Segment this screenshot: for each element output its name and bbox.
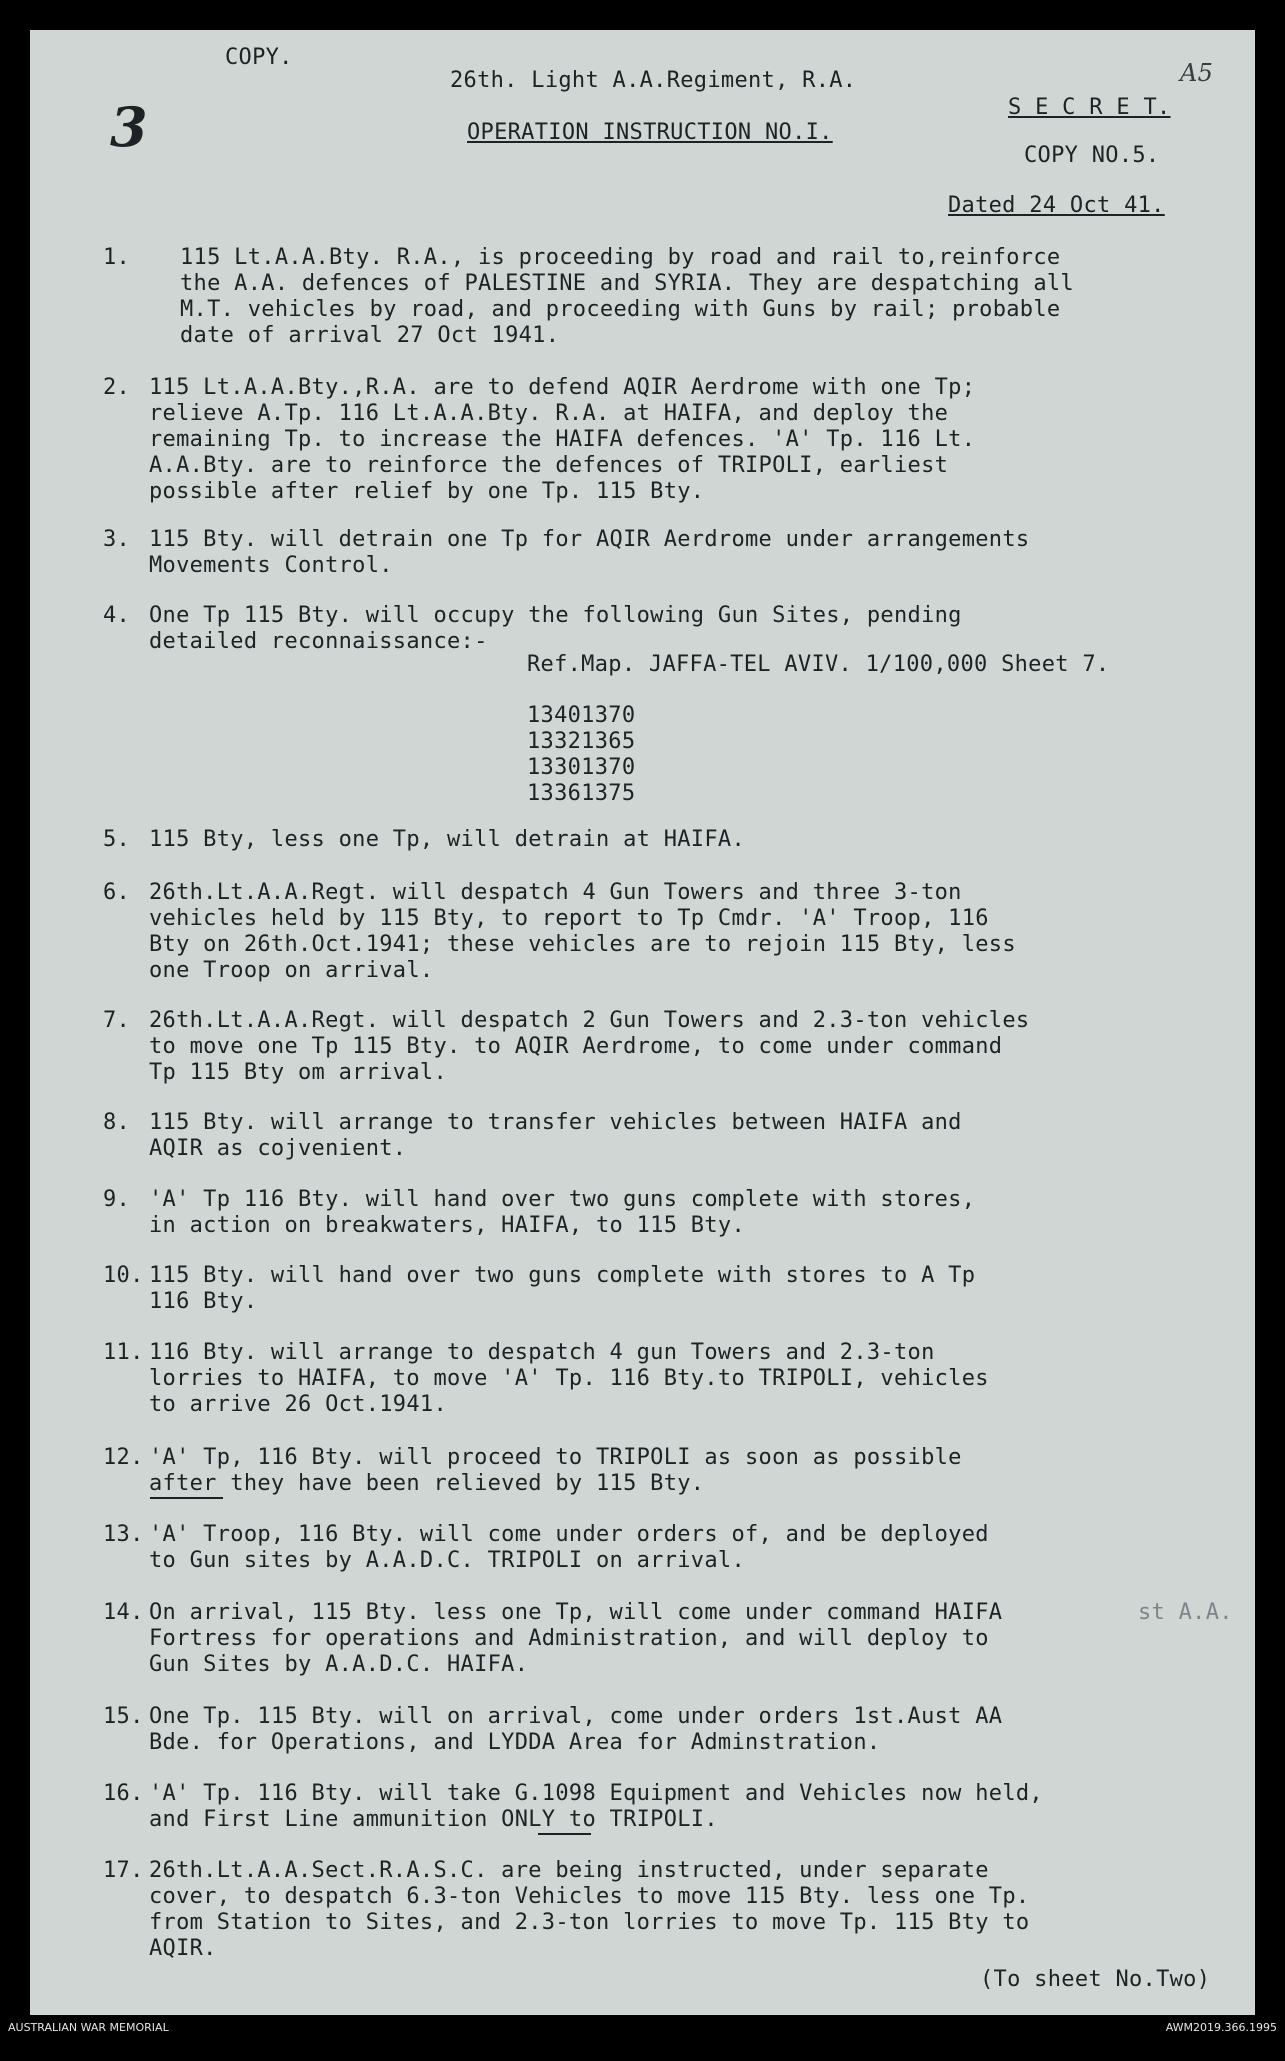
paragraph-line: A.A.Bty. are to reinforce the defences of TRIPOLI, earliest [149, 453, 949, 478]
paragraph-number: 15. [103, 1704, 144, 1729]
paragraph-line: 26th.Lt.A.A.Regt. will despatch 2 Gun Towers and 2.3-ton vehicles [149, 1008, 1030, 1033]
copy-label: COPY. [225, 45, 293, 70]
paragraph-line: 115 Bty. will arrange to transfer vehicles between HAIFA and [149, 1110, 962, 1135]
gun-sites-list [527, 703, 635, 807]
archive-footer [0, 2015, 1285, 2061]
paragraph-line: from Station to Sites, and 2.3-ton lorries to move Tp. 115 Bty to [149, 1910, 1030, 1935]
paragraph-line: the A.A. defences of PALESTINE and SYRIA. They are despatching all [180, 271, 1074, 296]
paragraph-line: Bty on 26th.Oct.1941; these vehicles are to rejoin 115 Bty, less [149, 932, 1016, 957]
paragraph-line: 115 Bty, less one Tp, will detrain at HAIFA. [149, 827, 745, 852]
paragraph-number: 9. [103, 1187, 131, 1212]
paragraph-line: remaining Tp. to increase the HAIFA defences. 'A' Tp. 116 Lt. [149, 427, 976, 452]
paragraph-line: one Troop on arrival. [149, 958, 434, 983]
paragraph-line: possible after relief by one Tp. 115 Bty. [149, 479, 705, 504]
gun-site-grid-ref: 13301370 [527, 755, 636, 780]
paragraph-line: date of arrival 27 Oct 1941. [180, 323, 560, 348]
paragraph-number: 5. [103, 827, 131, 852]
paragraph-number: 17. [103, 1858, 144, 1883]
instruction-title: OPERATION INSTRUCTION NO.I. [467, 120, 833, 145]
paragraph-number: 16. [103, 1781, 144, 1806]
paragraph-number: 10. [103, 1263, 144, 1288]
map-reference: Ref.Map. JAFFA-TEL AVIV. 1/100,000 Sheet 7. [527, 652, 1110, 677]
paragraph-line: 'A' Tp. 116 Bty. will take G.1098 Equipment and Vehicles now held, [149, 1781, 1043, 1806]
paragraph-number: 2. [103, 375, 131, 400]
paragraph-line: Bde. for Operations, and LYDDA Area for Adminstration. [149, 1730, 881, 1755]
paragraph-line: On arrival, 115 Bty. less one Tp, will come under command HAIFA [149, 1600, 1003, 1625]
continuation-note: (To sheet No.Two) [980, 1967, 1211, 1992]
paragraph-line: to arrive 26 Oct.1941. [149, 1392, 447, 1417]
paragraph-line: Gun Sites by A.A.D.C. HAIFA. [149, 1652, 529, 1677]
regiment-title: 26th. Light A.A.Regiment, R.A. [450, 68, 857, 93]
paragraph-line: 116 Bty. [149, 1289, 258, 1314]
paragraph-line: AQIR. [149, 1936, 217, 1961]
paragraph-line: vehicles held by 115 Bty, to report to Tp Cmdr. 'A' Troop, 116 [149, 906, 989, 931]
paragraph-line: Tp 115 Bty om arrival. [149, 1060, 447, 1085]
paragraph-number: 13. [103, 1522, 144, 1547]
paragraph-line: 115 Lt.A.A.Bty. R.A., is proceeding by road and rail to,reinforce [180, 245, 1061, 270]
paragraph-line: in action on breakwaters, HAIFA, to 115 Bty. [149, 1213, 745, 1238]
paragraph-line: relieve A.Tp. 116 Lt.A.A.Bty. R.A. at HAIFA, and deploy the [149, 401, 949, 426]
paragraph-line: 26th.Lt.A.A.Regt. will despatch 4 Gun Towers and three 3-ton [149, 880, 962, 905]
paragraph-line: 115 Lt.A.A.Bty.,R.A. are to defend AQIR Aerdrome with one Tp; [149, 375, 976, 400]
paragraph-line: One Tp. 115 Bty. will on arrival, come under orders 1st.Aust AA [149, 1704, 1003, 1729]
paragraph-line: M.T. vehicles by road, and proceeding with Guns by rail; probable [180, 297, 1061, 322]
paragraph-line: cover, to despatch 6.3-ton Vehicles to move 115 Bty. less one Tp. [149, 1884, 1030, 1909]
only-underline [538, 1833, 591, 1835]
paragraph-line: to move one Tp 115 Bty. to AQIR Aerdrome, to come under command [149, 1034, 1003, 1059]
paragraph-line: 'A' Tp 116 Bty. will hand over two guns complete with stores, [149, 1187, 976, 1212]
faint-margin-annotation: st A.A. [1138, 1600, 1233, 1625]
paragraph-line: lorries to HAIFA, to move 'A' Tp. 116 Bty.to TRIPOLI, vehicles [149, 1366, 989, 1391]
paragraph-number: 8. [103, 1110, 131, 1135]
secret-marking: S E C R E T. [1008, 95, 1171, 120]
paragraph-line: Fortress for operations and Administration, and will deploy to [149, 1626, 989, 1651]
paragraph-number: 12. [103, 1445, 144, 1470]
gun-site-grid-ref: 13321365 [527, 729, 636, 754]
paragraph-line: after they have been relieved by 115 Bty. [149, 1471, 705, 1496]
paragraph-number: 14. [103, 1600, 144, 1625]
handwritten-ref: A5 [1180, 59, 1214, 87]
paragraph-line: 116 Bty. will arrange to despatch 4 gun Towers and 2.3-ton [149, 1340, 935, 1365]
paragraph-line: One Tp 115 Bty. will occupy the following Gun Sites, pending [149, 603, 962, 628]
after-underline [150, 1497, 223, 1499]
paragraph-number: 11. [103, 1340, 144, 1365]
paragraph-line: 115 Bty. will detrain one Tp for AQIR Aerdrome under arrangements [149, 527, 1030, 552]
paragraph-line: 26th.Lt.A.A.Sect.R.A.S.C. are being instructed, under separate [149, 1858, 989, 1883]
footer-accession: AWM2019.366.1995 [1165, 2021, 1277, 2034]
paragraph-line: AQIR as cojvenient. [149, 1136, 407, 1161]
gun-site-grid-ref: 13361375 [527, 781, 636, 806]
paragraph-line: Movements Control. [149, 553, 393, 578]
paragraph-line: 'A' Tp, 116 Bty. will proceed to TRIPOLI as soon as possible [149, 1445, 962, 1470]
date-line: Dated 24 Oct 41. [948, 193, 1165, 218]
document-page [30, 30, 1255, 2015]
paragraph-number: 3. [103, 527, 131, 552]
paragraph-number: 1. [103, 245, 131, 270]
paragraph-line: to Gun sites by A.A.D.C. TRIPOLI on arrival. [149, 1548, 745, 1573]
footer-institution: AUSTRALIAN WAR MEMORIAL [8, 2021, 169, 2034]
paragraph-number: 4. [103, 603, 131, 628]
margin-mark: 3 [110, 95, 148, 159]
paragraph-line: detailed reconnaissance:- [149, 629, 488, 654]
paragraph-line: and First Line ammunition ONLY to TRIPOLI. [149, 1807, 718, 1832]
gun-site-grid-ref: 13401370 [527, 703, 636, 728]
paragraph-number: 7. [103, 1008, 131, 1033]
copy-number: COPY NO.5. [1024, 143, 1160, 168]
paragraph-line: 115 Bty. will hand over two guns complete with stores to A Tp [149, 1263, 976, 1288]
paragraph-line: 'A' Troop, 116 Bty. will come under orders of, and be deployed [149, 1522, 989, 1547]
paragraph-number: 6. [103, 880, 131, 905]
